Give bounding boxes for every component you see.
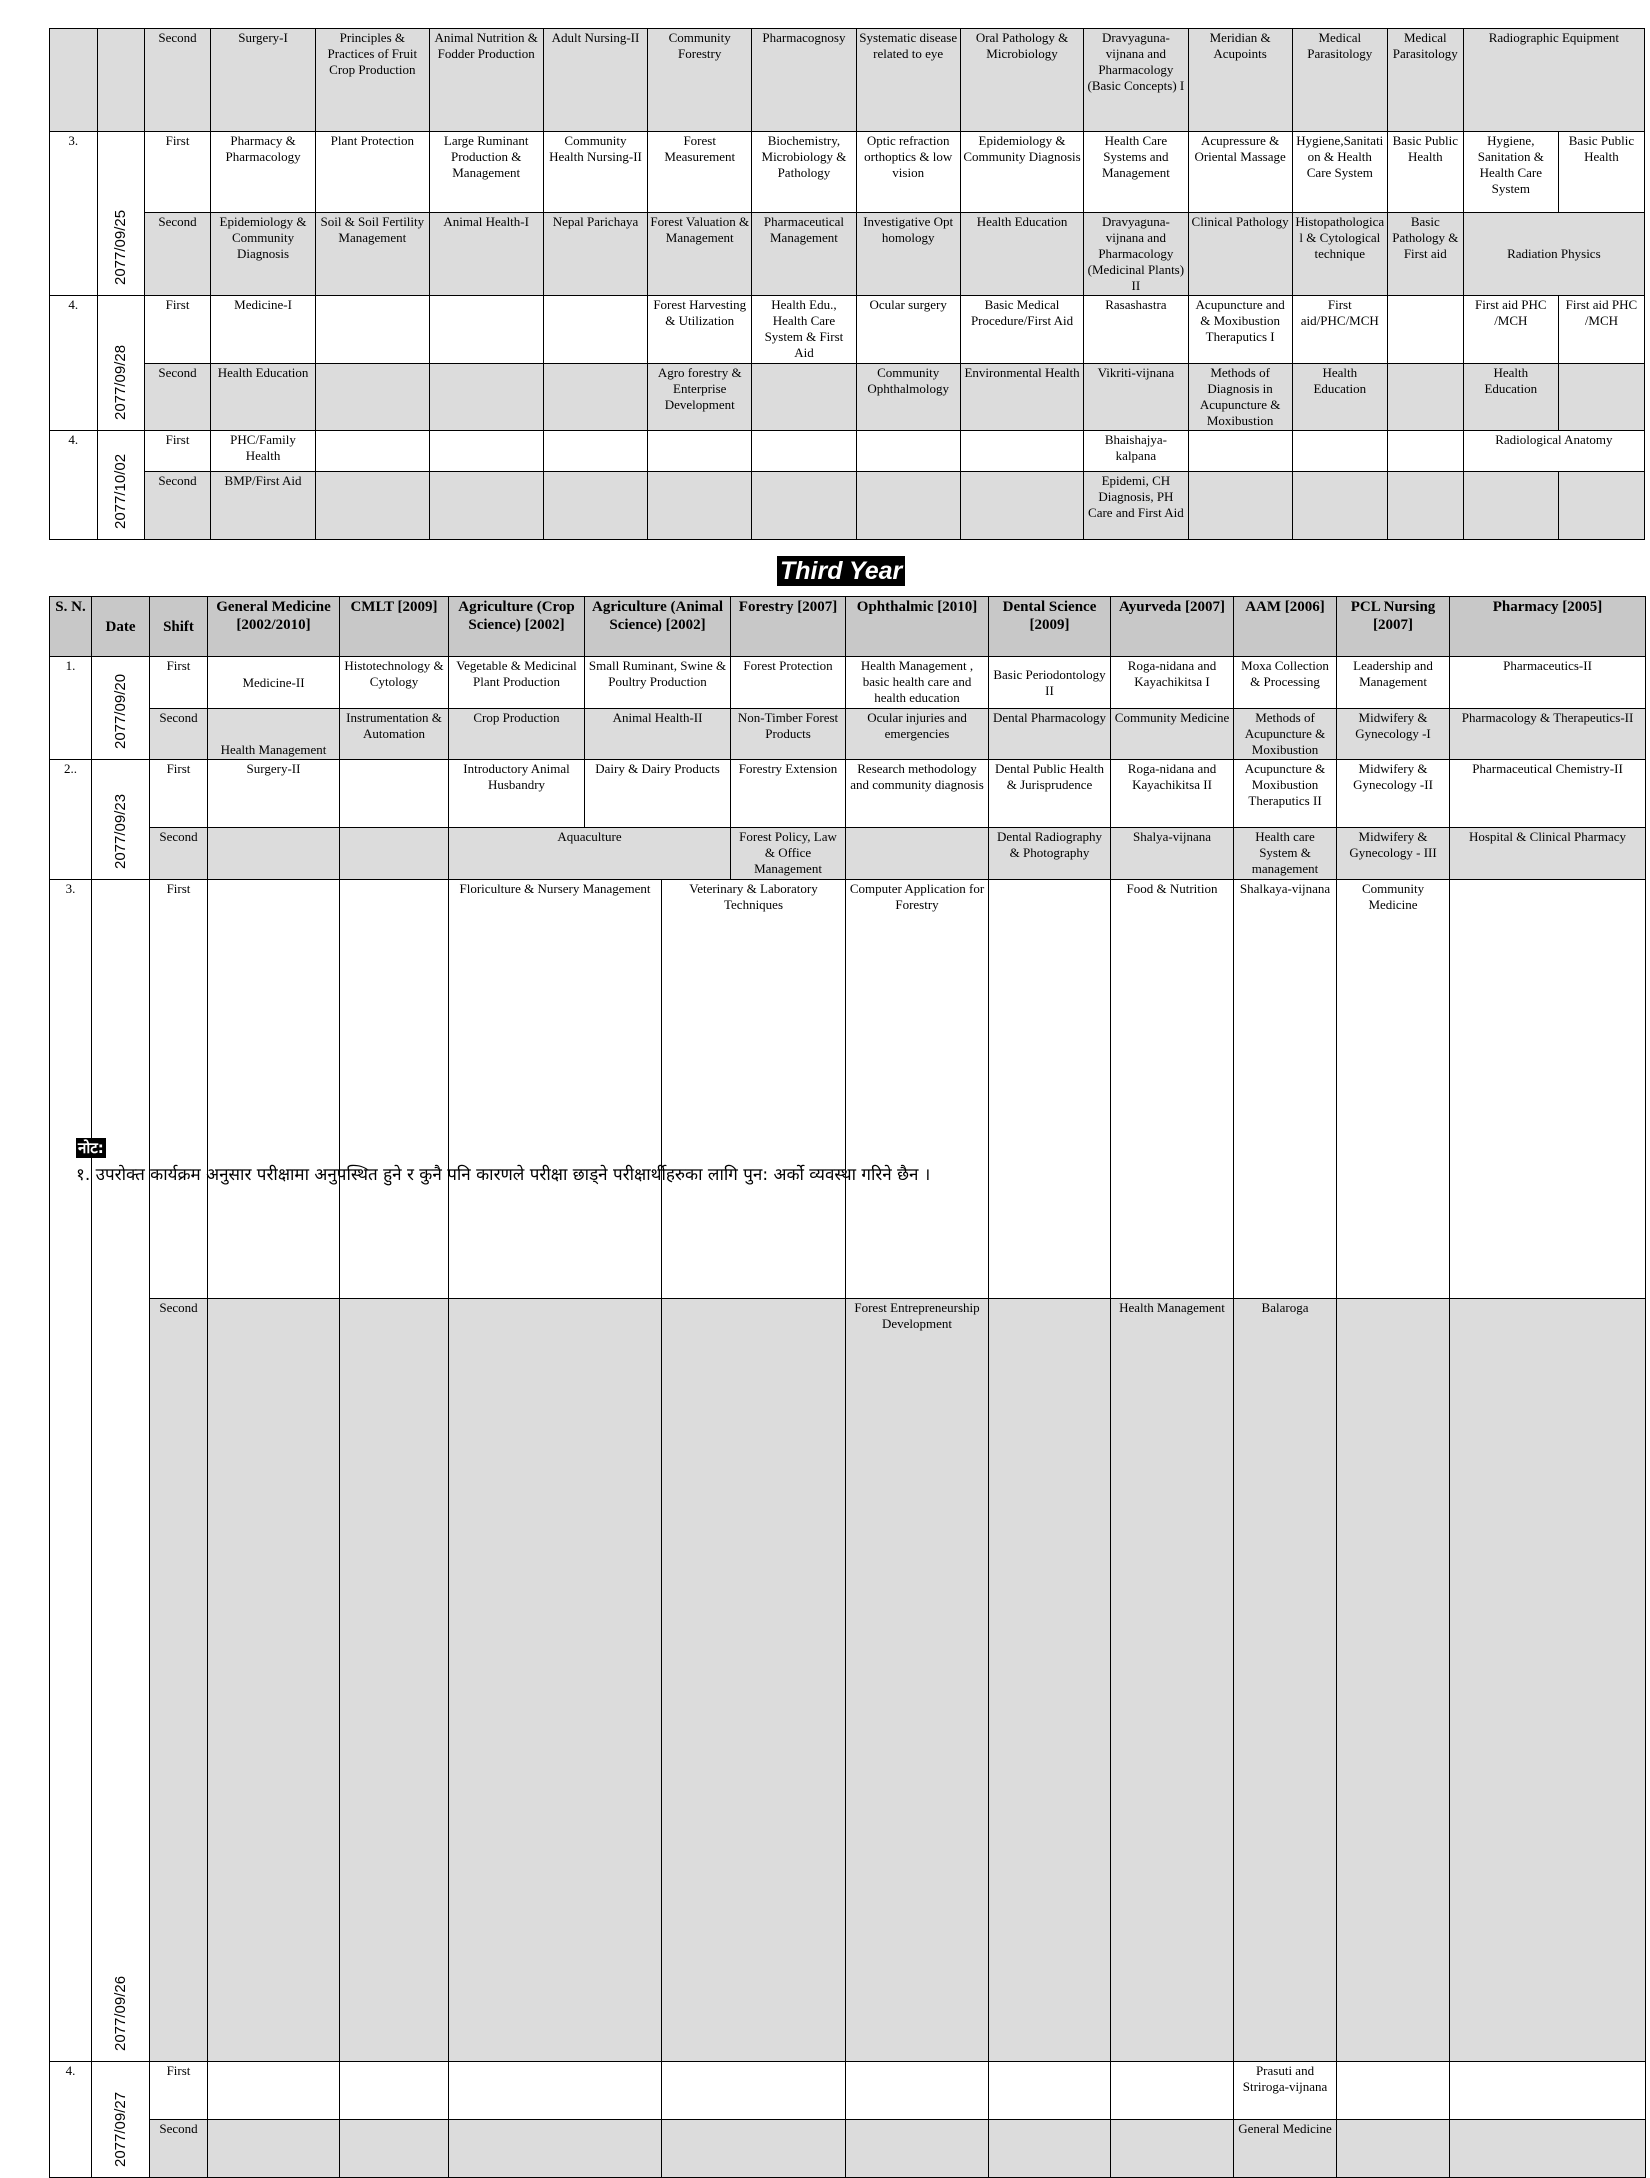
empty-cell (208, 828, 340, 880)
subject-cell: Food & Nutrition (1111, 880, 1234, 1299)
empty-cell (1450, 2120, 1646, 2178)
date-cell (92, 2062, 150, 2178)
subject-cell: Epidemiology & Community Diagnosis (210, 213, 315, 296)
column-header: Ophthalmic [2010] (846, 597, 989, 657)
subject-cell: Small Ruminant, Swine & Poultry Production (585, 657, 731, 709)
subject-cell: Forest Entrepreneurship Development (846, 1299, 989, 2062)
subject-cell: Basic Pathology & First aid (1387, 213, 1463, 296)
subject-cell: Principles & Practices of Fruit Crop Production (316, 29, 429, 132)
empty-cell (340, 880, 449, 1299)
empty-cell (208, 880, 340, 1299)
subject-cell: Shalkaya-vijnana (1234, 880, 1337, 1299)
shift-cell: Second (150, 709, 208, 760)
empty-cell (1450, 1299, 1646, 2062)
empty-cell (316, 431, 429, 472)
subject-cell: Basic Public Health (1387, 132, 1463, 213)
subject-cell: Balaroga (1234, 1299, 1337, 2062)
subject-cell: Forest Protection (731, 657, 846, 709)
empty-cell (989, 880, 1111, 1299)
shift-cell: First (150, 880, 208, 1299)
subject-cell: Basic Medical Procedure/First Aid (960, 296, 1083, 364)
subject-cell: Animal Health-II (585, 709, 731, 760)
subject-cell: Acupuncture and & Moxibustion Theraputics I (1188, 296, 1292, 364)
subject-cell: Hospital & Clinical Pharmacy (1450, 828, 1646, 880)
column-header: Pharmacy [2005] (1450, 597, 1646, 657)
empty-cell (1558, 472, 1644, 540)
subject-cell: Clinical Pathology (1188, 213, 1292, 296)
empty-cell (208, 2120, 340, 2178)
subject-cell: Medicine-I (210, 296, 315, 364)
subject-cell: Forest Harvesting & Utilization (648, 296, 752, 364)
column-header: Date (92, 597, 150, 657)
subject-cell: Agro forestry & Enterprise Development (648, 364, 752, 431)
empty-cell (648, 472, 752, 540)
subject-cell: Forest Valuation & Management (648, 213, 752, 296)
subject-cell: Leadership and Management (1337, 657, 1450, 709)
empty-cell (960, 472, 1083, 540)
empty-cell (316, 296, 429, 364)
table-row (50, 709, 1646, 760)
empty-cell (752, 431, 856, 472)
subject-cell: Rasashastra (1084, 296, 1188, 364)
subject-cell: Roga-nidana and Kayachikitsa I (1111, 657, 1234, 709)
subject-cell: Radiological Anatomy (1463, 431, 1644, 472)
subject-cell: Systematic disease related to eye (856, 29, 960, 132)
empty-cell (340, 1299, 449, 2062)
empty-cell (316, 472, 429, 540)
empty-cell (1387, 472, 1463, 540)
empty-cell (429, 296, 543, 364)
empty-cell (1337, 2062, 1450, 2120)
empty-cell (1188, 431, 1292, 472)
date-text: 2077/09/26 (111, 1975, 129, 2051)
empty-cell (1111, 2120, 1234, 2178)
subject-cell: Hygiene, Sanitation & Health Care System (1463, 132, 1558, 213)
subject-cell: Moxa Collection & Processing (1234, 657, 1337, 709)
subject-cell: Dravyaguna-vijnana and Pharmacology (Medicinal Plants) II (1084, 213, 1188, 296)
empty-cell (208, 1299, 340, 2062)
subject-cell: Radiographic Equipment (1463, 29, 1644, 132)
subject-cell: Midwifery & Gynecology -I (1337, 709, 1450, 760)
empty-cell (662, 2120, 846, 2178)
shift-cell: Second (150, 1299, 208, 2062)
subject-cell: Histotechnology & Cytology (340, 657, 449, 709)
subject-cell: First aid PHC /MCH (1463, 296, 1558, 364)
subject-cell: Basic Public Health (1558, 132, 1644, 213)
section-title: Third Year (777, 556, 905, 586)
empty-cell (1463, 472, 1558, 540)
subject-cell: Epidemi, CH Diagnosis, PH Care and First Aid (1084, 472, 1188, 540)
date-cell (97, 431, 145, 540)
subject-cell: Soil & Soil Fertility Management (316, 213, 429, 296)
subject-cell: Floriculture & Nursery Management (449, 880, 662, 1299)
subject-cell: Pharmaceutical Chemistry-II (1450, 760, 1646, 828)
date-cell (92, 880, 150, 2062)
subject-cell: Optic refraction orthoptics & low vision (856, 132, 960, 213)
date-cell (92, 657, 150, 760)
shift-cell: Second (145, 213, 211, 296)
third-year-table (49, 596, 1646, 2178)
subject-cell: Midwifery & Gynecology - III (1337, 828, 1450, 880)
table-header-row (50, 597, 1646, 657)
empty-cell (1387, 296, 1463, 364)
date-text: 2077/09/23 (111, 793, 129, 869)
table-row (50, 2062, 1646, 2120)
date-text: 2077/10/02 (111, 453, 129, 529)
subject-cell: Pharmaceutics-II (1450, 657, 1646, 709)
subject-cell: Adult Nursing-II (543, 29, 647, 132)
note-label: नोट: (78, 1139, 104, 1157)
empty-cell (543, 472, 647, 540)
table-row (50, 880, 1646, 1299)
shift-cell: First (145, 296, 211, 364)
date-text: 2077/09/25 (111, 209, 129, 285)
sn-cell: 4. (50, 296, 98, 431)
column-header: PCL Nursing [2007] (1337, 597, 1450, 657)
empty-cell (340, 828, 449, 880)
subject-cell: Computer Application for Forestry (846, 880, 989, 1299)
subject-cell: Ocular injuries and emergencies (846, 709, 989, 760)
empty-cell (752, 472, 856, 540)
subject-cell: Pharmacology & Therapeutics-II (1450, 709, 1646, 760)
subject-cell: Nepal Parichaya (543, 213, 647, 296)
subject-cell: Health Education (210, 364, 315, 431)
table-row (50, 1299, 1646, 2062)
subject-cell: Community Health Nursing-II (543, 132, 647, 213)
subject-cell: First aid/PHC/MCH (1292, 296, 1387, 364)
sn-cell: 1. (50, 657, 92, 760)
sn-cell: 2.. (50, 760, 92, 880)
second-year-continued-table (49, 28, 1645, 540)
subject-cell: Dental Public Health & Jurisprudence (989, 760, 1111, 828)
subject-cell: Acupuncture & Moxibustion Theraputics II (1234, 760, 1337, 828)
subject-cell: Shalya-vijnana (1111, 828, 1234, 880)
shift-cell: Second (145, 29, 211, 132)
shift-cell: Second (145, 364, 211, 431)
column-header: S. N. (50, 597, 92, 657)
empty-cell (846, 2062, 989, 2120)
table-row (50, 29, 1645, 132)
empty-cell (989, 2120, 1111, 2178)
subject-cell: Health Education (1292, 364, 1387, 431)
empty-cell (1337, 2120, 1450, 2178)
empty-cell (846, 2120, 989, 2178)
subject-cell: Vikriti-vijnana (1084, 364, 1188, 431)
subject-cell: Histopathological & Cytological technique (1292, 213, 1387, 296)
empty-cell (1387, 364, 1463, 431)
subject-cell: Health Edu., Health Care System & First Aid (752, 296, 856, 364)
table-row (50, 213, 1645, 296)
subject-cell: Investigative Opt homology (856, 213, 960, 296)
subject-cell: Environmental Health (960, 364, 1083, 431)
empty-cell (1337, 1299, 1450, 2062)
subject-cell: Dental Radiography & Photography (989, 828, 1111, 880)
empty-cell (752, 364, 856, 431)
shift-cell: First (150, 657, 208, 709)
subject-cell: Health Management , basic health care and health education (846, 657, 989, 709)
subject-cell: Instrumentation & Automation (340, 709, 449, 760)
subject-cell: Health Management (1111, 1299, 1234, 2062)
subject-cell: Roga-nidana and Kayachikitsa II (1111, 760, 1234, 828)
table-row (50, 828, 1646, 880)
empty-cell (543, 296, 647, 364)
subject-cell: Methods of Acupuncture & Moxibustion (1234, 709, 1337, 760)
subject-cell: Medical Parasitology (1387, 29, 1463, 132)
column-header: Forestry [2007] (731, 597, 846, 657)
table-row (50, 657, 1646, 709)
empty-cell (1188, 472, 1292, 540)
empty-cell (429, 472, 543, 540)
column-header: Ayurveda [2007] (1111, 597, 1234, 657)
empty-cell (208, 2062, 340, 2120)
subject-cell: Animal Health-I (429, 213, 543, 296)
subject-cell: Medical Parasitology (1292, 29, 1387, 132)
sn-cell: 3. (50, 132, 98, 296)
empty-cell (340, 2120, 449, 2178)
subject-cell: Surgery-I (210, 29, 315, 132)
empty-cell (449, 2120, 662, 2178)
subject-cell: Hygiene,Sanitation & Health Care System (1292, 132, 1387, 213)
empty-cell (340, 760, 449, 828)
subject-cell: Epidemiology & Community Diagnosis (960, 132, 1083, 213)
date-text: 2077/09/28 (111, 344, 129, 420)
empty-cell (449, 2062, 662, 2120)
subject-cell: Aquaculture (449, 828, 731, 880)
subject-cell: Veterinary & Laboratory Techniques (662, 880, 846, 1299)
empty-cell (429, 431, 543, 472)
subject-cell: Meridian & Acupoints (1188, 29, 1292, 132)
subject-cell: General Medicine (1234, 2120, 1337, 2178)
column-header: General Medicine [2002/2010] (208, 597, 340, 657)
subject-cell: Pharmaceutical Management (752, 213, 856, 296)
subject-cell: Acupressure & Oriental Massage (1188, 132, 1292, 213)
subject-cell: Bhaishajya-kalpana (1084, 431, 1188, 472)
column-header: AAM [2006] (1234, 597, 1337, 657)
empty-cell (662, 1299, 846, 2062)
table-row (50, 132, 1645, 213)
date-cell (97, 296, 145, 431)
table-row (50, 296, 1645, 364)
subject-cell: Vegetable & Medicinal Plant Production (449, 657, 585, 709)
empty-cell (960, 431, 1083, 472)
table-row (50, 760, 1646, 828)
column-header: Shift (150, 597, 208, 657)
empty-cell (1558, 364, 1644, 431)
subject-cell: Large Ruminant Production & Management (429, 132, 543, 213)
empty-cell (1387, 431, 1463, 472)
empty-cell (989, 1299, 1111, 2062)
subject-cell: Forest Measurement (648, 132, 752, 213)
subject-cell: Prasuti and Striroga-vijnana (1234, 2062, 1337, 2120)
empty-cell (449, 1299, 662, 2062)
empty-cell (543, 364, 647, 431)
shift-cell: First (145, 431, 211, 472)
empty-cell (1450, 2062, 1646, 2120)
subject-cell: Forest Policy, Law & Office Management (731, 828, 846, 880)
subject-cell: First aid PHC /MCH (1558, 296, 1644, 364)
column-header: Agriculture (Animal Science) [2002] (585, 597, 731, 657)
subject-cell: Basic Periodontology II (989, 657, 1111, 709)
subject-cell: Community Ophthalmology (856, 364, 960, 431)
subject-cell: Pharmacy & Pharmacology (210, 132, 315, 213)
sn-cell (50, 29, 98, 132)
subject-cell: Dairy & Dairy Products (585, 760, 731, 828)
subject-cell: Pharmacognosy (752, 29, 856, 132)
empty-cell (1292, 472, 1387, 540)
subject-cell: Health Management (208, 709, 340, 760)
empty-cell (1292, 431, 1387, 472)
table-row (50, 364, 1645, 431)
subject-cell: Community Medicine (1111, 709, 1234, 760)
empty-cell (856, 431, 960, 472)
table-row (50, 431, 1645, 472)
subject-cell: Community Forestry (648, 29, 752, 132)
column-header: Dental Science [2009] (989, 597, 1111, 657)
subject-cell: Biochemistry, Microbiology & Pathology (752, 132, 856, 213)
empty-cell (989, 2062, 1111, 2120)
shift-cell: First (150, 760, 208, 828)
shift-cell: Second (150, 2120, 208, 2178)
note-text: १. उपरोक्त कार्यक्रम अनुसार परीक्षामा अनुपस्थित हुने र कुनै पनि कारणले परीक्षा छाड्ने परीक्षार्थीहरुका लागि पुन: अर्को व्यवस्था गरिने छैन । (76, 1165, 931, 1185)
empty-cell (429, 364, 543, 431)
shift-cell: First (150, 2062, 208, 2120)
table-row (50, 2120, 1646, 2178)
subject-cell: Radiation Physics (1463, 213, 1644, 296)
subject-cell: Forestry Extension (731, 760, 846, 828)
empty-cell (340, 2062, 449, 2120)
subject-cell: Health Care Systems and Management (1084, 132, 1188, 213)
subject-cell: Plant Protection (316, 132, 429, 213)
shift-cell: Second (150, 828, 208, 880)
empty-cell (662, 2062, 846, 2120)
date-cell (92, 760, 150, 880)
subject-cell: Midwifery & Gynecology -II (1337, 760, 1450, 828)
date-text: 2077/09/20 (111, 673, 129, 749)
shift-cell: First (145, 132, 211, 213)
empty-cell (648, 431, 752, 472)
empty-cell (316, 364, 429, 431)
subject-cell: Crop Production (449, 709, 585, 760)
subject-cell: Oral Pathology & Microbiology (960, 29, 1083, 132)
column-header: CMLT [2009] (340, 597, 449, 657)
subject-cell: Health care System & management (1234, 828, 1337, 880)
date-text: 2077/09/27 (111, 2091, 129, 2167)
subject-cell: Surgery-II (208, 760, 340, 828)
date-cell (97, 132, 145, 296)
subject-cell: Non-Timber Forest Products (731, 709, 846, 760)
table-row (50, 472, 1645, 540)
shift-cell: Second (145, 472, 211, 540)
empty-cell (543, 431, 647, 472)
subject-cell: BMP/First Aid (210, 472, 315, 540)
sn-cell: 4. (50, 2062, 92, 2178)
sn-cell: 3. (50, 880, 92, 2062)
subject-cell: PHC/Family Health (210, 431, 315, 472)
empty-cell (856, 472, 960, 540)
subject-cell: Research methodology and community diagnosis (846, 760, 989, 828)
subject-cell: Community Medicine (1337, 880, 1450, 1299)
empty-cell (1450, 880, 1646, 1299)
date-cell (97, 29, 145, 132)
subject-cell: Health Education (960, 213, 1083, 296)
subject-cell: Dental Pharmacology (989, 709, 1111, 760)
column-header: Agriculture (Crop Science) [2002] (449, 597, 585, 657)
subject-cell: Ocular surgery (856, 296, 960, 364)
subject-cell: Methods of Diagnosis in Acupuncture & Moxibustion (1188, 364, 1292, 431)
subject-cell: Health Education (1463, 364, 1558, 431)
empty-cell (846, 828, 989, 880)
sn-cell: 4. (50, 431, 98, 540)
subject-cell: Dravyaguna-vijnana and Pharmacology (Basic Concepts) I (1084, 29, 1188, 132)
subject-cell: Animal Nutrition & Fodder Production (429, 29, 543, 132)
empty-cell (1111, 2062, 1234, 2120)
subject-cell: Medicine-II (208, 657, 340, 709)
subject-cell: Introductory Animal Husbandry (449, 760, 585, 828)
